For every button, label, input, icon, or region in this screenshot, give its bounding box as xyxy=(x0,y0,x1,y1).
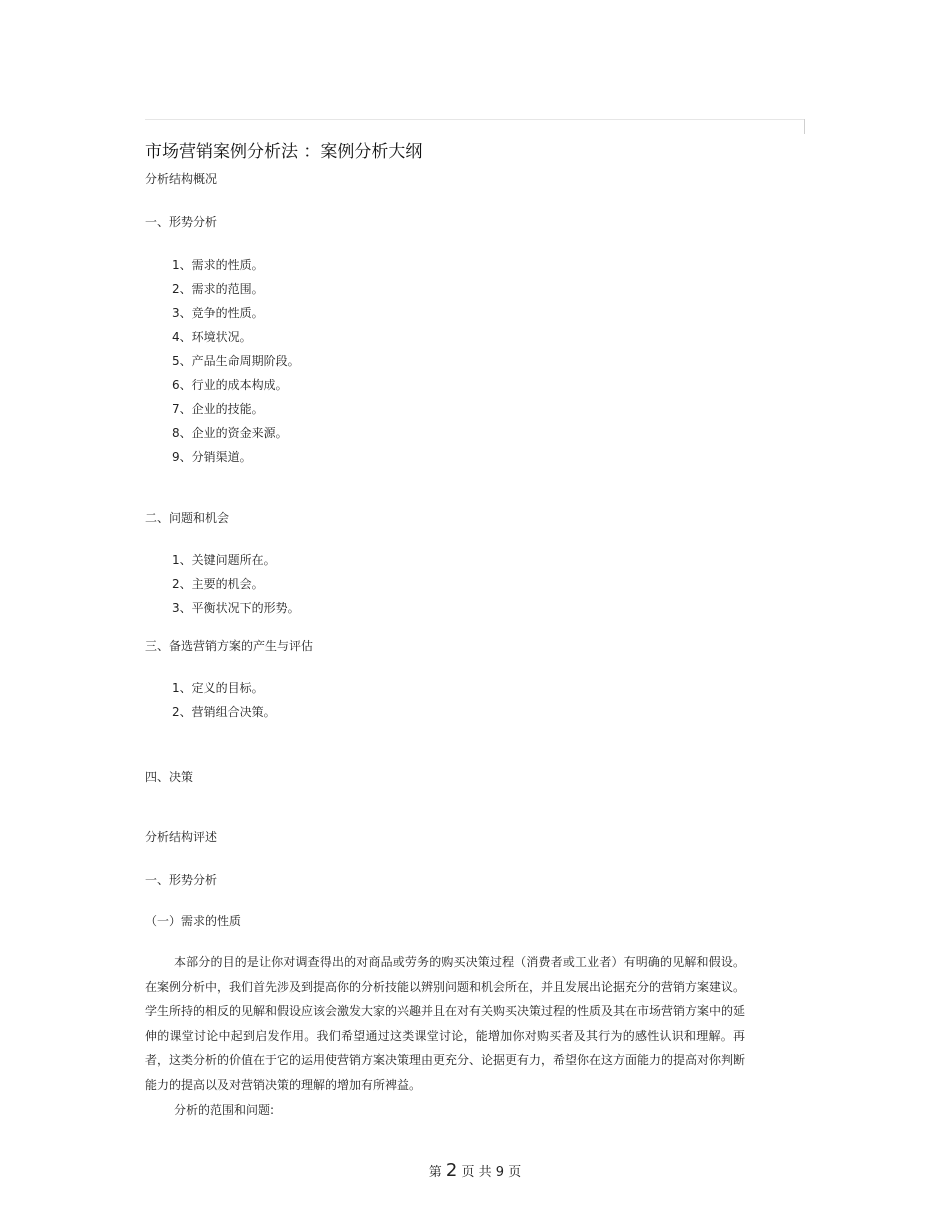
footer-prefix: 第 xyxy=(428,1165,442,1180)
list-item: 6、行业的成本构成。 xyxy=(172,378,288,392)
list-item: 3、平衡状况下的形势。 xyxy=(172,601,300,615)
footer-total-pages: 9 xyxy=(495,1165,505,1180)
overview-heading: 分析结构概况 xyxy=(145,172,218,186)
list-item: 1、需求的性质。 xyxy=(172,258,264,272)
page-title: 市场营销案例分析法 ：案例分析大纲 xyxy=(145,142,423,162)
top-rule-corner xyxy=(804,119,805,134)
list-item: 9、分销渠道。 xyxy=(172,450,252,464)
list-item: 2、主要的机会。 xyxy=(172,577,264,591)
review-last-line: 分析的范围和问题: xyxy=(174,1102,275,1117)
list-item: 4、环境状况。 xyxy=(172,330,252,344)
page-footer xyxy=(0,1161,950,1183)
alternatives-list xyxy=(145,676,745,724)
list-item: 1、定义的目标。 xyxy=(172,681,264,695)
document-body xyxy=(145,141,745,1122)
section-heading-decision: 四、决策 xyxy=(145,770,194,784)
section-heading-situation: 一、形势分析 xyxy=(145,215,218,229)
list-item: 5、产品生命周期阶段。 xyxy=(172,354,300,368)
list-item: 2、需求的范围。 xyxy=(172,282,264,296)
review-sub-heading: （一）需求的性质 xyxy=(145,914,242,928)
review-paragraph: 本部分的目的是让你对调查得出的对商品或劳务的购买决策过程（消费者或工业者）有明确的见解和假设。在案例分析中，我们首先涉及到提高你的分析技能以辨别问题和机会所在，并且发展出论据充分的营销方案建议。学生所持的相反的见解和假设应该会激发大家的兴趣并且在对有关购买决策过程的性质及其在市场营销方案中的延伸的课堂讨论中起到启发作用。我们希望通过这类课堂讨论，能增加你对购买者及其行为的感性认识和理解。再者，这类分析的价值在于它的运用使营销方案决策理由更充分、论据更有力，希望你在这方面能力的提高对你判断能力的提高以及对营销决策的理解的增加有所裨益。 xyxy=(145,955,746,1092)
list-item: 1、关键问题所在。 xyxy=(172,553,276,567)
footer-suffix: 页 xyxy=(508,1165,522,1180)
situation-list xyxy=(145,253,745,469)
footer-middle: 页 共 xyxy=(461,1165,492,1180)
list-item: 3、竞争的性质。 xyxy=(172,306,264,320)
list-item: 7、企业的技能。 xyxy=(172,402,264,416)
footer-page-number: 2 xyxy=(445,1160,458,1181)
review-heading: 分析结构评述 xyxy=(145,830,218,844)
problems-list xyxy=(145,548,745,620)
list-item: 2、营销组合决策。 xyxy=(172,705,276,719)
section-heading-alternatives: 三、备选营销方案的产生与评估 xyxy=(145,639,314,653)
review-section-heading: 一、形势分析 xyxy=(145,873,218,887)
top-rule xyxy=(145,119,805,120)
list-item: 8、企业的资金来源。 xyxy=(172,426,288,440)
section-heading-problems: 二、问题和机会 xyxy=(145,511,230,525)
